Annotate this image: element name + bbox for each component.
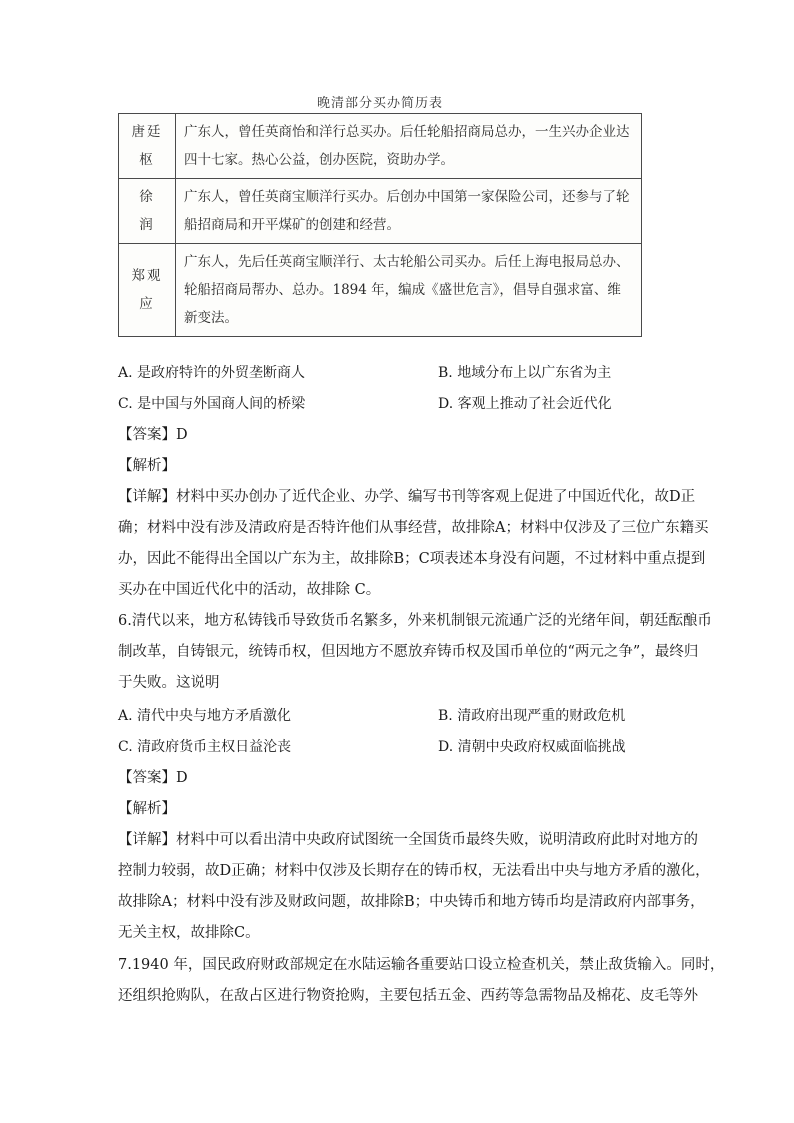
q6-stem-line: 于失败。这说明 (118, 675, 220, 691)
q5-option-a: A. 是政府特许的外贸垄断商人 (118, 365, 306, 381)
q6-option-d: D. 清朝中央政府权威面临挑战 (438, 739, 626, 755)
q6-option-c: C. 清政府货币主权日益沦丧 (118, 739, 292, 755)
q6-detail-line: 无关主权，故排除C。 (118, 925, 260, 941)
table-cell-name: 唐廷枢 (119, 114, 176, 179)
table-cell-desc: 广东人，曾任英商怡和洋行总买办。后任轮船招商局总办，一生兴办企业达四十七家。热心公益，创办医院，资助办学。 (176, 114, 642, 179)
q5-option-c: C. 是中国与外国商人间的桥梁 (118, 396, 306, 412)
q6-option-b: B. 清政府出现严重的财政危机 (438, 708, 626, 724)
table-row (119, 114, 642, 179)
q6-analysis-label: 【解析】 (118, 801, 176, 817)
q6-answer: 【答案】D (118, 770, 188, 786)
comprador-table (118, 113, 642, 337)
table-cell-desc: 广东人，先后任英商宝顺洋行、太古轮船公司买办。后任上海电报局总办、轮船招商局帮办、总办。1894 年，编成《盛世危言》，倡导自强求富、维新变法。 (176, 244, 642, 337)
q6-detail-line: 故排除A；材料中没有涉及财政问题，故排除B；中央铸币和地方铸币均是清政府内部事务， (118, 894, 705, 910)
q5-detail-line: 办，因此不能得出全国以广东为主，故排除B；C项表述本身没有问题，不过材料中重点提到 (118, 551, 706, 567)
q7-stem-line: 还组织抢购队，在敌占区进行物资抢购，主要包括五金、西药等急需物品及棉花、皮毛等外 (118, 988, 698, 1004)
q6-detail-line: 控制力较弱，故D正确；材料中仅涉及长期存在的铸币权，无法看出中央与地方矛盾的激化， (118, 863, 710, 879)
q5-detail-line: 买办在中国近代化中的活动，故排除 C。 (118, 582, 381, 598)
q5-answer: 【答案】D (118, 427, 188, 443)
q6-stem-line: 制改革，自铸银元，统铸币权，但因地方不愿放弃铸币权及国币单位的“两元之争”，最终归 (118, 644, 699, 660)
q6-detail-line: 【详解】材料中可以看出清中央政府试图统一全国货币最终失败，说明清政府此时对地方的 (118, 832, 698, 848)
table-cell-name: 郑观应 (119, 244, 176, 337)
q5-option-d: D. 客观上推动了社会近代化 (438, 396, 612, 412)
table-row (119, 179, 642, 244)
table-caption: 晚清部分买办简历表 (316, 96, 443, 111)
table-cell-name: 徐 润 (119, 179, 176, 244)
q5-detail-line: 确；材料中没有涉及清政府是否特许他们从事经营，故排除A；材料中仅涉及了三位广东籍买 (118, 520, 709, 536)
q5-analysis-label: 【解析】 (118, 458, 176, 474)
q5-option-b: B. 地域分布上以广东省为主 (438, 365, 612, 381)
q6-stem-line: 6.清代以来，地方私铸钱币导致货币名繁多，外来机制银元流通广泛的光绪年间，朝廷酝酿币 (118, 613, 712, 629)
q6-option-a: A. 清代中央与地方矛盾激化 (118, 708, 292, 724)
table-row (119, 244, 642, 337)
table-cell-desc: 广东人，曾任英商宝顺洋行买办。后创办中国第一家保险公司，还参与了轮船招商局和开平煤矿的创建和经营。 (176, 179, 642, 244)
q7-stem-line: 7.1940 年，国民政府财政部规定在水陆运输各重要站口设立检查机关，禁止敌货输入。同时， (118, 957, 725, 973)
q5-detail-line: 【详解】材料中买办创办了近代企业、办学、编写书刊等客观上促进了中国近代化，故D正 (118, 489, 696, 505)
